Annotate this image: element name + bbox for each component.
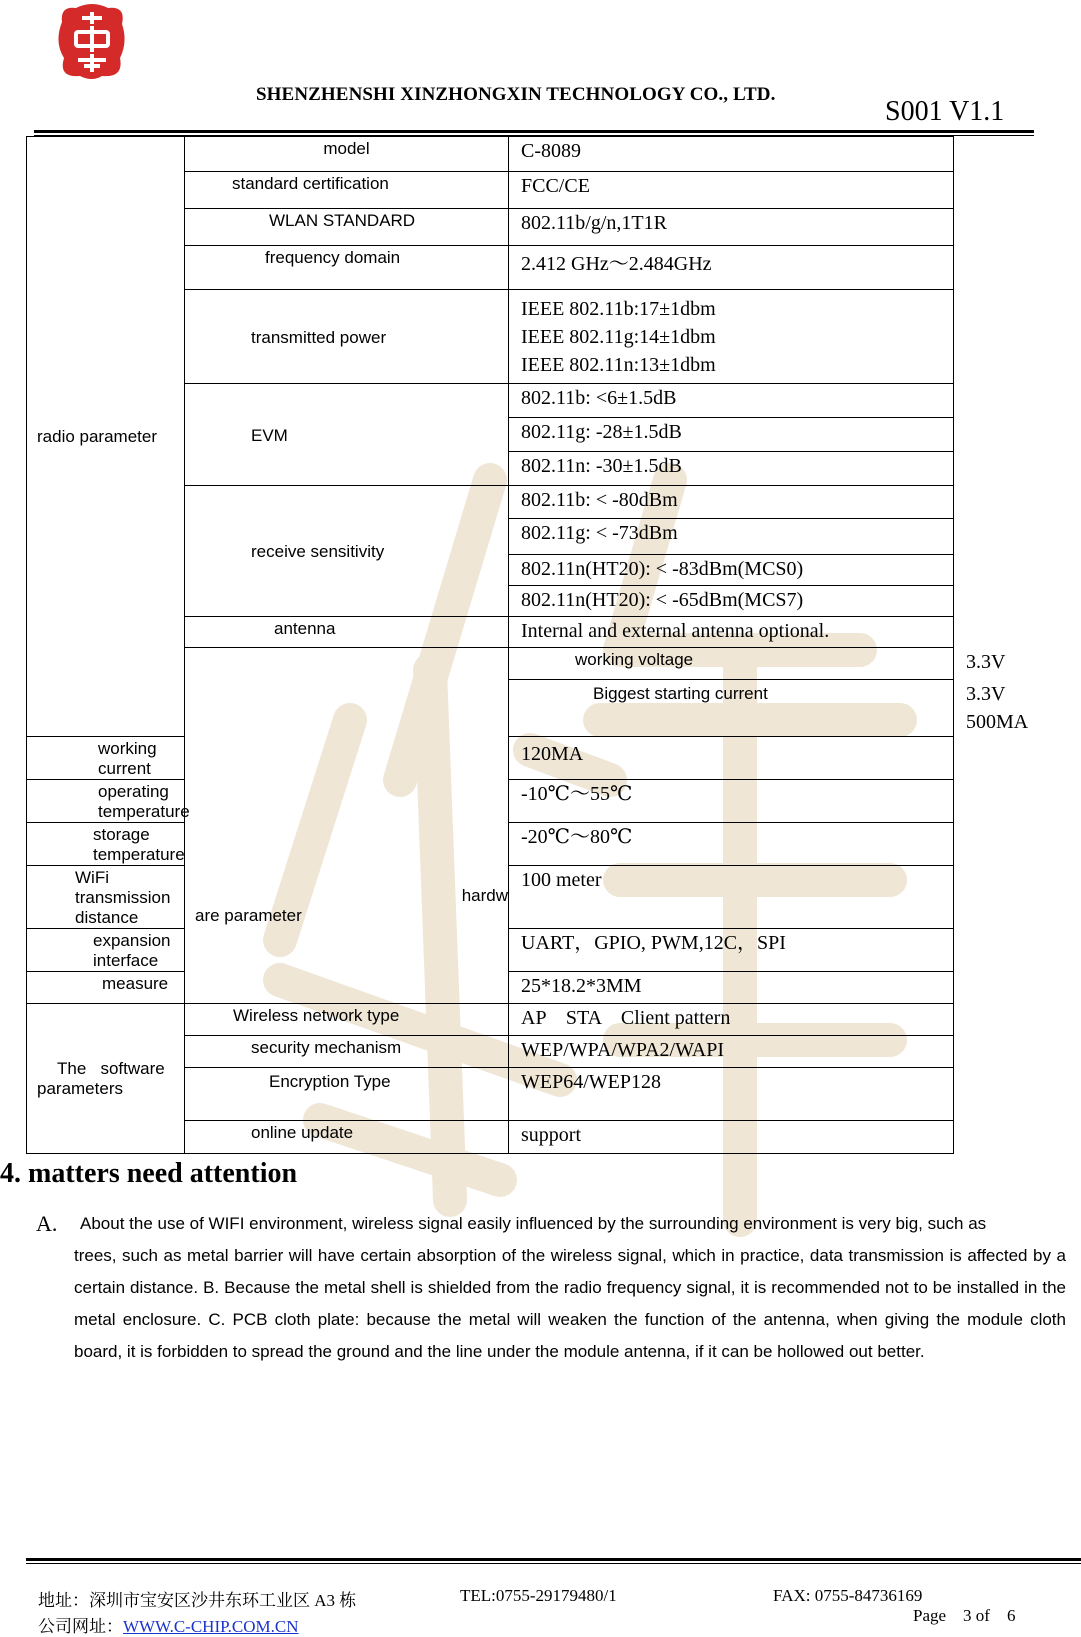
param-label: standard certification <box>185 172 509 209</box>
value-line: IEEE 802.11g:14±1dbm <box>521 325 716 348</box>
paragraph-first-line: About the use of WIFI environment, wireless signal easily influenced by the surrounding environment is very big, such as <box>80 1214 987 1233</box>
footer-rule <box>26 1558 1081 1561</box>
footer-address: 地址：深圳市宝安区沙井东环工业区 A3 栋 <box>38 1591 357 1610</box>
param-value: support <box>509 1121 954 1154</box>
value-line: IEEE 802.11b:17±1dbm <box>521 297 716 320</box>
param-label: operating temperature <box>27 780 185 823</box>
website-link[interactable]: WWW.C-CHIP.COM.CN <box>123 1617 299 1636</box>
group-radio-parameter: radio parameter <box>27 137 185 737</box>
param-value <box>509 290 954 384</box>
section-heading: 4. matters need attention <box>0 1158 298 1189</box>
param-value: 25*18.2*3MM <box>509 972 954 1004</box>
param-value: 802.11n(HT20): < -65dBm(MCS7) <box>509 586 954 617</box>
param-label: measure <box>27 972 185 1004</box>
param-label: working current <box>27 737 185 780</box>
param-value: C-8089 <box>509 137 954 172</box>
footer-rule-thin <box>26 1563 1081 1564</box>
param-label: model <box>185 137 509 172</box>
param-value: 802.11g: < -73dBm <box>509 519 954 555</box>
param-label: storage temperature <box>27 823 185 866</box>
param-label: transmitted power <box>185 290 509 384</box>
param-label: working voltage <box>509 648 954 680</box>
footer-fax: FAX: 0755-84736169 <box>773 1586 923 1605</box>
footer-website-label: 公司网址： <box>38 1617 123 1636</box>
document-version: S001 V1.1 <box>885 96 1005 127</box>
group-hardware-parameter: hardw are parameter <box>185 648 509 1004</box>
company-logo <box>52 2 132 82</box>
paragraph-body: trees, such as metal barrier will have certain absorption of the wireless signal, which in practice, data transmission is affected by a certain distance. B. Because the metal shell is shielded from the radio frequency signal, it is recommended not to be installed in the metal enclosure. C. PCB cloth plate: because the metal will weaken the function of the antenna, when giving the module cloth board, it is forbidden to spread the ground and the line under the module antenna, if it can be hollowed out better. <box>74 1246 1066 1361</box>
footer-tel: TEL:0755-29179480/1 <box>460 1586 617 1605</box>
param-value: WEP64/WEP128 <box>509 1068 954 1121</box>
param-label: online update <box>185 1121 509 1154</box>
param-value: 802.11g: -28±1.5dB <box>509 418 954 452</box>
param-label: Wireless network type <box>185 1004 509 1036</box>
spec-table <box>26 136 1029 1154</box>
param-label: EVM <box>185 384 509 486</box>
param-value: 802.11b: < -80dBm <box>509 486 954 519</box>
param-label: WLAN STANDARD <box>185 209 509 246</box>
param-label: security mechanism <box>185 1036 509 1068</box>
param-value: -10℃～55℃ <box>509 780 954 823</box>
attention-paragraph <box>36 1208 1066 1368</box>
company-name: SHENZHENSHI XINZHONGXIN TECHNOLOGY CO., LTD. <box>256 84 776 105</box>
header-rule <box>34 130 1034 133</box>
paragraph-lead: A. <box>36 1211 58 1236</box>
param-label: WiFi transmission distance <box>27 866 185 929</box>
table-row: hardw are parameter working voltage 3.3V <box>27 648 954 680</box>
param-label: receive sensitivity <box>185 486 509 617</box>
param-value: 802.11n: -30±1.5dB <box>509 452 954 486</box>
param-label: Encryption Type <box>185 1068 509 1121</box>
value-line: IEEE 802.11n:13±1dbm <box>521 353 716 376</box>
param-value: Internal and external antenna optional. <box>509 617 954 648</box>
param-value: -20℃～80℃ <box>509 823 954 866</box>
page-number: Page 3 of 6 <box>913 1606 1016 1625</box>
param-label: Biggest starting current <box>509 680 954 737</box>
group-software-parameters: The software parameters <box>27 1004 185 1154</box>
param-value: FCC/CE <box>509 172 954 209</box>
param-label: expansion interface <box>27 929 185 972</box>
param-label: antenna <box>185 617 509 648</box>
table-row <box>27 1004 954 1036</box>
param-value: AP STA Client pattern <box>509 1004 954 1036</box>
param-value: 2.412 GHz～2.484GHz <box>509 246 954 290</box>
param-value: 100 meter <box>509 866 954 929</box>
param-label: frequency domain <box>185 246 509 290</box>
param-value: UART，GPIO, PWM,12C，SPI <box>509 929 954 972</box>
param-value: 802.11b/g/n,1T1R <box>509 209 954 246</box>
param-value: 120MA <box>509 737 954 780</box>
table-row: Biggest starting current 3.3V 500MA <box>27 680 954 737</box>
param-value: WEP/WPA/WPA2/WAPI <box>509 1036 954 1068</box>
param-value: 802.11n(HT20): < -83dBm(MCS0) <box>509 555 954 586</box>
param-value: 802.11b: <6±1.5dB <box>509 384 954 418</box>
table-row <box>27 137 954 172</box>
footer-website <box>38 1612 299 1637</box>
